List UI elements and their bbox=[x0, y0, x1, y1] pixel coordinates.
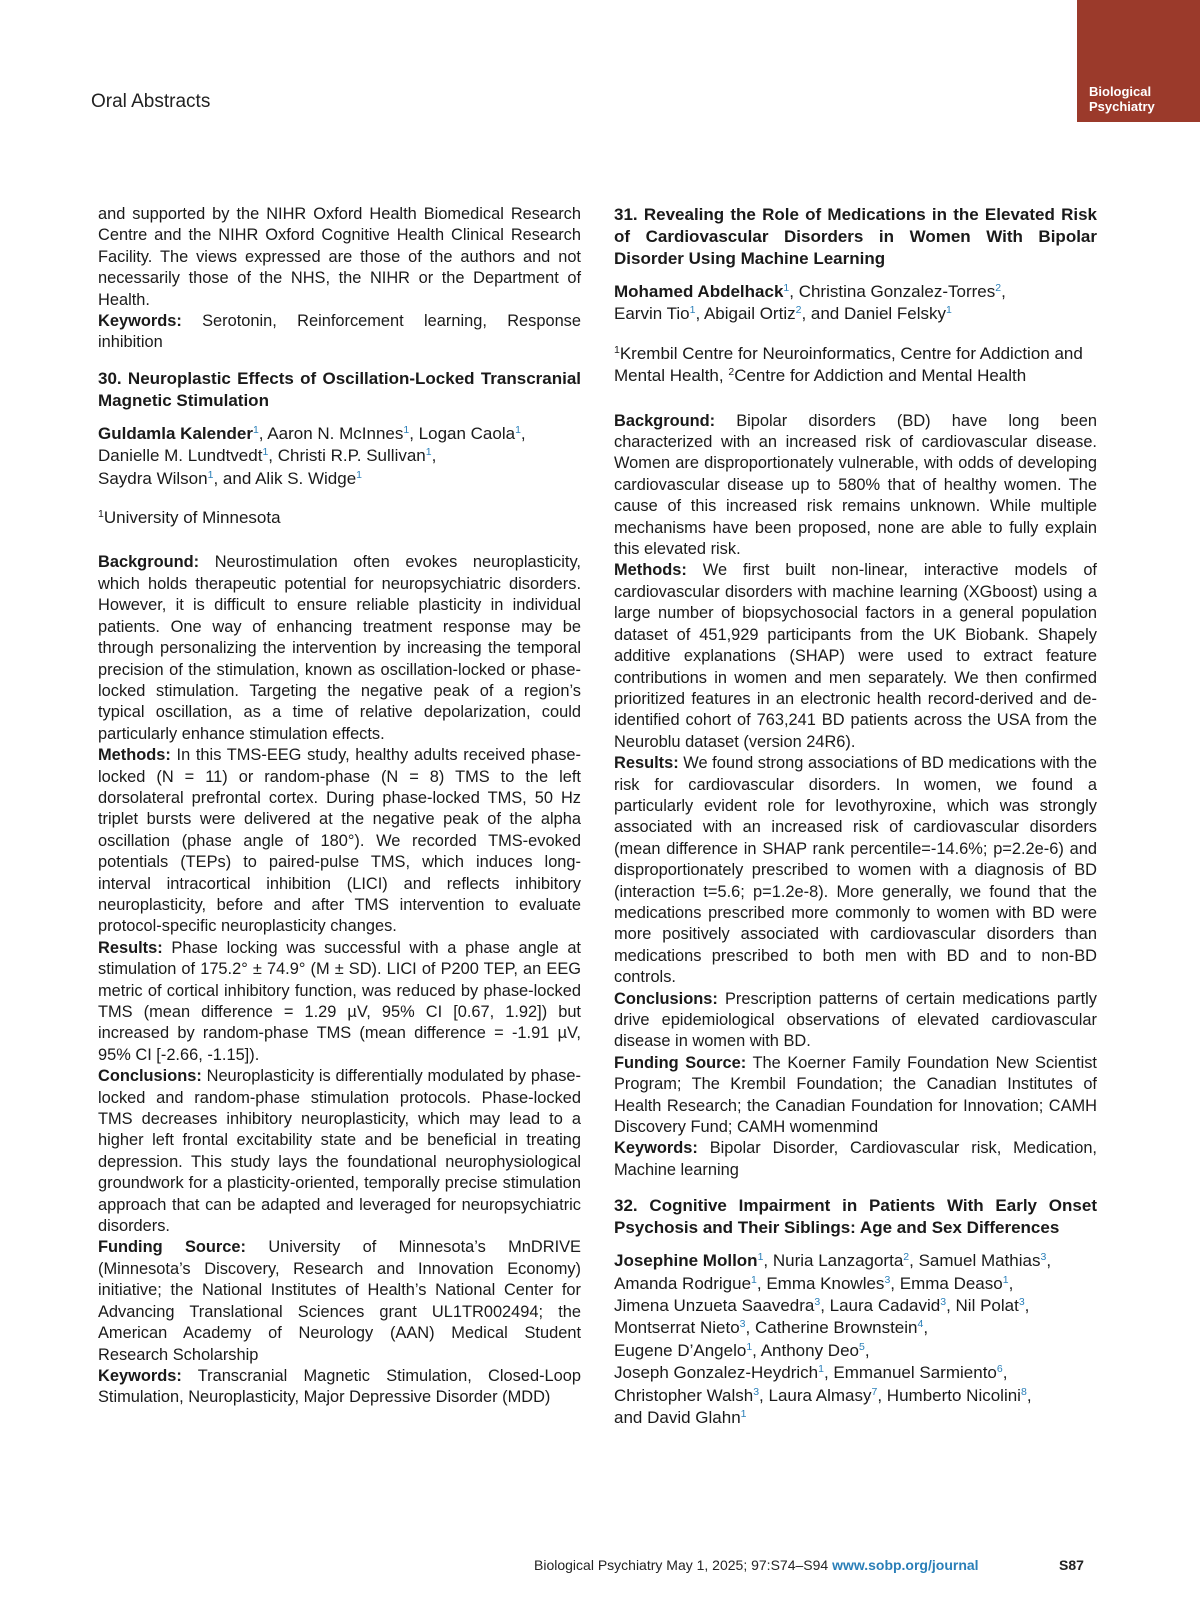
background-section: Background: Bipolar disorders (BD) have long been characterized with an increased risk of cardiovascular disease. Women are disproportionately vulnerable, with odds of developing cardiovascular disease up to 580% that of healthy women. The cause of this increased risk remains unknown. While multiple mechanisms have been proposed, none are able to fully explain this elevated risk. bbox=[614, 411, 1097, 559]
author: Christina Gonzalez-Torres$^2$ bbox=[798, 282, 1002, 301]
section-label: Oral Abstracts bbox=[91, 91, 211, 112]
methods-section: Methods: In this TMS-EEG study, healthy adults received phase-locked (N = 11) or random-phase (N = 8) TMS to the left dorsolateral prefrontal cortex. During phase-locked TMS, 50 Hz triplet bursts were delivered at the negative peak of the alpha oscillation (phase angle of 180°). We recorded TMS-evoked potentials (TEPs) to paired-pulse TMS, which induces long-interval intracortical inhibition (LICI) and reflects inhibitory neuroplasticity, before and after TMS intervention to evaluate protocol-specific neuroplasticity changes. bbox=[98, 746, 581, 936]
results-section: Results: Phase locking was successful with a phase angle at stimulation of 175.2° ± 74.9° (M ± SD). LICI of P200 TEP, an EEG metric of cortical inhibitory function, was reduced by phase-locked TMS (mean difference = 1.29 µV, 95% CI [0.67, 1.92]) but increased by random-phase TMS (mean difference = -1.91 µV, 95% CI [-2.66, -1.15]). bbox=[98, 938, 581, 1064]
left-column bbox=[98, 204, 581, 1409]
author: Catherine Brownstein$^4$ bbox=[754, 1318, 924, 1338]
conclusions-section: Conclusions: Neuroplasticity is differentially modulated by phase-locked and random-phase stimulation protocols. Phase-locked TMS decreases inhibitory neuroplasticity, which may lead to a higher left frontal excitability state and be beneficial in treating depression. This study lays the foundational neurophysiological groundwork for a plasticity-oriented, temporally precise stimulation approach that can be adapted and leveraged for neuropsychiatric disorders. bbox=[98, 1067, 581, 1236]
abstract-31 bbox=[614, 204, 1097, 1181]
author: Mohamed Abdelhack$^1$ bbox=[614, 282, 790, 301]
author: Saydra Wilson$^1$ bbox=[98, 468, 214, 488]
abstract-30 bbox=[98, 368, 581, 1409]
author: Emma Knowles$^3$ bbox=[766, 1273, 891, 1293]
author: Laura Cadavid$^3$ bbox=[829, 1296, 947, 1316]
abstract-title: 32. Cognitive Impairment in Patients With Early Onset Psychosis and Their Siblings: Age and Sex Differences bbox=[614, 1196, 1097, 1238]
keywords-text: Serotonin, Reinforcement learning, Response inhibition bbox=[98, 312, 581, 352]
journal-tab-line1: Biological bbox=[1089, 84, 1152, 99]
author: Daniel Felsky$^1$ bbox=[844, 304, 952, 324]
author: Nuria Lanzagorta$^2$ bbox=[772, 1251, 910, 1271]
abstract-title: 30. Neuroplastic Effects of Oscillation-Locked Transcranial Magnetic Stimulation bbox=[98, 368, 581, 410]
abstract-32 bbox=[614, 1195, 1097, 1429]
journal-tab bbox=[1077, 0, 1200, 122]
continuation-text: and supported by the NIHR Oxford Health Biomedical Research Centre and the NIHR Oxford Cognitive Health Clinical Research Facility. The views expressed are those of the authors and not necessarily those of the NHS, the NIHR or the Department of Health. bbox=[98, 205, 581, 309]
author: Aaron N. McInnes$^1$ bbox=[267, 423, 410, 443]
keywords-section: Keywords: Transcranial Magnetic Stimulation, Closed-Loop Stimulation, Neuroplasticity, Major Depressive Disorder (MDD) bbox=[98, 1366, 581, 1407]
author: Earvin Tio$^1$ bbox=[614, 304, 696, 324]
page-number: S87 bbox=[1059, 1557, 1084, 1573]
page-footer bbox=[534, 1557, 1086, 1573]
author: Emmanuel Sarmiento$^6$ bbox=[833, 1363, 1003, 1383]
author: Josephine Mollon$^1$ bbox=[614, 1251, 764, 1271]
author: Christi R.P. Sullivan$^1$ bbox=[277, 446, 432, 466]
author: Abigail Ortiz$^2$ bbox=[703, 304, 802, 324]
methods-section: Methods: We first built non-linear, interactive models of cardiovascular disorders with machine learning (XGboost) using a large number of biopsychosocial factors in a general population dataset of 451,929 participants from the UK Biobank. Shapely additive explanations (SHAP) were used to extract feature contributions in women and men separately. We then confirmed prioritized features in an electronic health record-derived and de-identified cohort of 763,241 BD patients across the USA from the Neuroblu dataset (version 24R6). bbox=[614, 561, 1097, 751]
author: Eugene D’Angelo$^1$ bbox=[614, 1340, 753, 1360]
right-column bbox=[614, 204, 1097, 1430]
conclusions-section: Conclusions: Prescription patterns of certain medications partly drive epidemiological observations of elevated cardiovascular disease in women with BD. bbox=[614, 989, 1097, 1051]
journal-tab-line2: Psychiatry bbox=[1089, 99, 1155, 114]
keywords-label: Keywords: bbox=[98, 312, 182, 331]
author-list: Mohamed Abdelhack$^1$, Christina Gonzalez-Torres$^2$, Earvin Tio$^1$, Abigail Ortiz$^2$, and Daniel Felsky$^1$ bbox=[614, 282, 1006, 324]
author: David Glahn$^1$ bbox=[647, 1408, 747, 1428]
author-list: Josephine Mollon$^1$, Nuria Lanzagorta$^2$, Samuel Mathias$^3$, Amanda Rodrigue$^1$, Emma Knowles$^3$, Emma Deaso$^1$, Jimena Unzueta Saavedra$^3$, Laura Cadavid$^3$, Nil Polat$^3$, Montserrat Nieto$^3$, Catherine Brownstein$^4$, Eugene D’Angelo$^1$, Anthony Deo$^5$, Joseph Gonzalez-Heydrich$^1$, Emmanuel Sarmiento$^6$, Christopher Walsh$^3$, Laura Almasy$^7$, Humberto Nicolini$^8$, and David Glahn$^1$ bbox=[614, 1251, 1052, 1428]
author: Joseph Gonzalez-Heydrich$^1$ bbox=[614, 1363, 824, 1383]
author: Alik S. Widge$^1$ bbox=[255, 468, 363, 488]
author: Jimena Unzueta Saavedra$^3$ bbox=[614, 1296, 821, 1316]
author: Danielle M. Lundtvedt$^1$ bbox=[98, 446, 269, 466]
affiliation: $^1$Krembil Centre for Neuroinformatics, Centre for Addiction and Mental Health, $^2$Centre for Addiction and Mental Health bbox=[614, 343, 1083, 386]
author: Montserrat Nieto$^3$ bbox=[614, 1318, 746, 1338]
prev-keywords bbox=[98, 311, 581, 354]
author: Laura Almasy$^7$ bbox=[768, 1385, 878, 1405]
funding-section: Funding Source: The Koerner Family Foundation New Scientist Program; The Krembil Foundation; the Canadian Institutes of Health Research; the Canadian Foundation for Innovation; CAMH Discovery Fund; CAMH womenmind bbox=[614, 1053, 1097, 1137]
background-section: Background: Neurostimulation often evokes neuroplasticity, which holds therapeutic potential for neuropsychiatric disorders. However, it is difficult to ensure reliable plasticity in individual patients. One way of enhancing treatment response may be through personalizing the intervention by increasing the temporal precision of the stimulation, known as oscillation-locked or phase-locked stimulation. Targeting the negative peak of a region’s typical oscillation, as a time of relative depolarization, could particularly enhance stimulation effects. bbox=[98, 553, 581, 743]
abstract-title: 31. Revealing the Role of Medications in the Elevated Risk of Cardiovascular Disorders in Women With Bipolar Disorder Using Machine Learning bbox=[614, 205, 1097, 268]
keywords-section: Keywords: Bipolar Disorder, Cardiovascular risk, Medication, Machine learning bbox=[614, 1139, 1097, 1179]
results-section: Results: We found strong associations of BD medications with the risk for cardiovascular disorders. In women, we found a particularly evident role for levothyroxine, which was strongly associated with an increased risk of cardiovascular disorders (mean difference in SHAP rank percentile=-14.6%; p=2.2e-6) and disproportionately prescribed to women with a diagnosis of BD (interaction t=5.6; p=1.2e-8). More generally, we found that the medications prescribed more commonly to women with BD were more positively associated with cardiovascular disorders than medications prescribed to both men with BD and to non-BD controls. bbox=[614, 754, 1097, 987]
author: Amanda Rodrigue$^1$ bbox=[614, 1273, 757, 1293]
journal-link[interactable]: www.sobp.org/journal bbox=[832, 1557, 979, 1573]
author: Logan Caola$^1$ bbox=[418, 423, 521, 443]
journal-citation: Biological Psychiatry May 1, 2025; 97:S74–S94 bbox=[534, 1557, 829, 1573]
author-list: Guldamla Kalender$^1$, Aaron N. McInnes$^1$, Logan Caola$^1$, Danielle M. Lundtvedt$^1$, Christi R.P. Sullivan$^1$, Saydra Wilson$^1$, and Alik S. Widge$^1$ bbox=[98, 423, 526, 488]
author: Samuel Mathias$^3$ bbox=[918, 1251, 1047, 1271]
author: Emma Deaso$^1$ bbox=[899, 1273, 1009, 1293]
author: Christopher Walsh$^3$ bbox=[614, 1385, 760, 1405]
author: Nil Polat$^3$ bbox=[955, 1296, 1025, 1316]
funding-section: Funding Source: University of Minnesota’s MnDRIVE (Minnesota’s Discovery, Research and Innovation Economy) initiative; the National Institutes of Health’s National Center for Advancing Translational Sciences grant UL1TR002494; the American Academy of Neurology (AAN) Medical Student Research Scholarship bbox=[98, 1238, 581, 1364]
affiliation: $^1$University of Minnesota bbox=[98, 508, 281, 528]
author: Anthony Deo$^5$ bbox=[760, 1340, 865, 1360]
author: Guldamla Kalender$^1$ bbox=[98, 423, 259, 443]
author: Humberto Nicolini$^8$ bbox=[886, 1385, 1027, 1405]
